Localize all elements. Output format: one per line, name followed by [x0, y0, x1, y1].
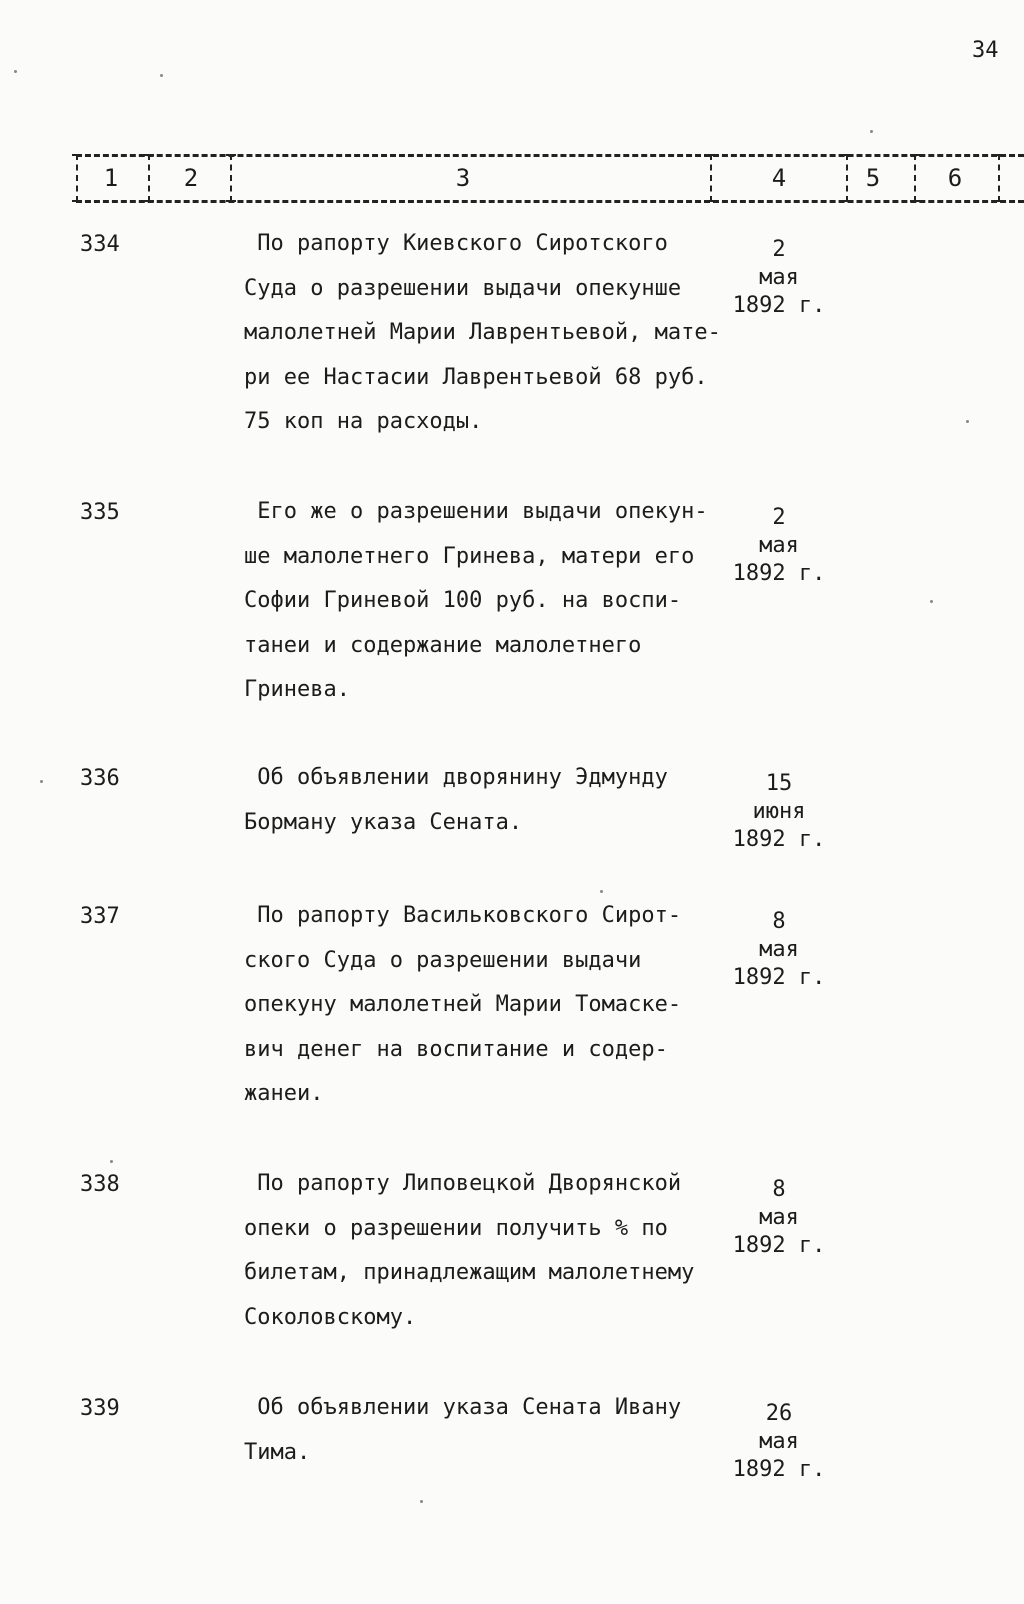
date-day: 2	[772, 237, 786, 262]
column-separator	[914, 154, 916, 202]
paper-speck	[40, 780, 43, 783]
date-month: мая	[759, 1429, 799, 1454]
page-number: 34	[972, 38, 999, 63]
entry-date	[724, 1176, 834, 1260]
paper-speck	[160, 74, 163, 77]
date-day: 2	[772, 505, 786, 530]
column-separator	[230, 154, 232, 202]
entry-date	[724, 1400, 834, 1484]
column-separator	[998, 154, 1000, 202]
entry-description: Об объявлении дворянину Эдмунду Борману указа Сената.	[244, 765, 668, 835]
entry-number: 335	[80, 500, 120, 525]
date-month: мая	[759, 937, 799, 962]
entry-date	[724, 908, 834, 992]
paper-speck	[14, 70, 17, 73]
entry-date	[724, 504, 834, 588]
date-year: 1892 г.	[732, 561, 826, 586]
date-day: 26	[765, 1401, 793, 1426]
column-number-3: 3	[455, 164, 471, 192]
entry-description: Об объявлении указа Сената Ивану Тима.	[244, 1395, 682, 1465]
entry-number: 336	[80, 766, 120, 791]
column-separator	[76, 154, 78, 202]
date-day: 8	[772, 909, 786, 934]
entry-date	[724, 770, 834, 854]
date-year: 1892 г.	[732, 827, 826, 852]
date-year: 1892 г.	[732, 1233, 826, 1258]
column-number-6: 6	[947, 164, 963, 192]
date-month: июня	[752, 799, 806, 824]
paper-speck	[600, 890, 603, 893]
date-day: 8	[772, 1177, 786, 1202]
entry-number: 338	[80, 1172, 120, 1197]
entry-description: Его же о разрешении выдачи опекун- ше малолетнего Гринева, матери его Софии Гриневой 100 руб. на воспи- танеи и содержание малолетнего Гринева.	[244, 499, 708, 702]
entry-description: По рапорту Киевского Сиротского Суда о разрешении выдачи опекунше малолетней Марии Лаврентьевой, мате- ри ее Настасии Лаврентьевой 68 руб. 75 коп на расходы.	[244, 231, 721, 434]
column-separator	[846, 154, 848, 202]
entry-description: По рапорту Васильковского Сирот- ского Суда о разрешении выдачи опекуну малолетней Марии Томаске- вич денег на воспитание и содер- жанеи.	[244, 903, 682, 1106]
date-year: 1892 г.	[732, 1457, 826, 1482]
header-top-rule	[76, 154, 1024, 157]
column-number-1: 1	[103, 164, 119, 192]
column-number-5: 5	[865, 164, 881, 192]
date-year: 1892 г.	[732, 965, 826, 990]
column-separator	[148, 154, 150, 202]
date-month: мая	[759, 265, 799, 290]
date-month: мая	[759, 533, 799, 558]
paper-speck	[420, 1500, 423, 1503]
entry-number: 334	[80, 232, 120, 257]
paper-speck	[966, 420, 969, 423]
entry-date	[724, 236, 834, 320]
column-number-4: 4	[771, 164, 787, 192]
date-day: 15	[765, 771, 793, 796]
column-header	[76, 154, 1024, 202]
date-month: мая	[759, 1205, 799, 1230]
entry-number: 337	[80, 904, 120, 929]
paper-speck	[930, 600, 933, 603]
paper-speck	[110, 1160, 113, 1163]
header-bottom-rule	[76, 200, 1024, 203]
paper-speck	[870, 130, 873, 133]
column-separator	[710, 154, 712, 202]
entry-number: 339	[80, 1396, 120, 1421]
entry-description: По рапорту Липовецкой Дворянской опеки о разрешении получить % по билетам, принадлежащим малолетнему Соколовскому.	[244, 1171, 695, 1330]
date-year: 1892 г.	[732, 293, 826, 318]
column-number-2: 2	[183, 164, 199, 192]
